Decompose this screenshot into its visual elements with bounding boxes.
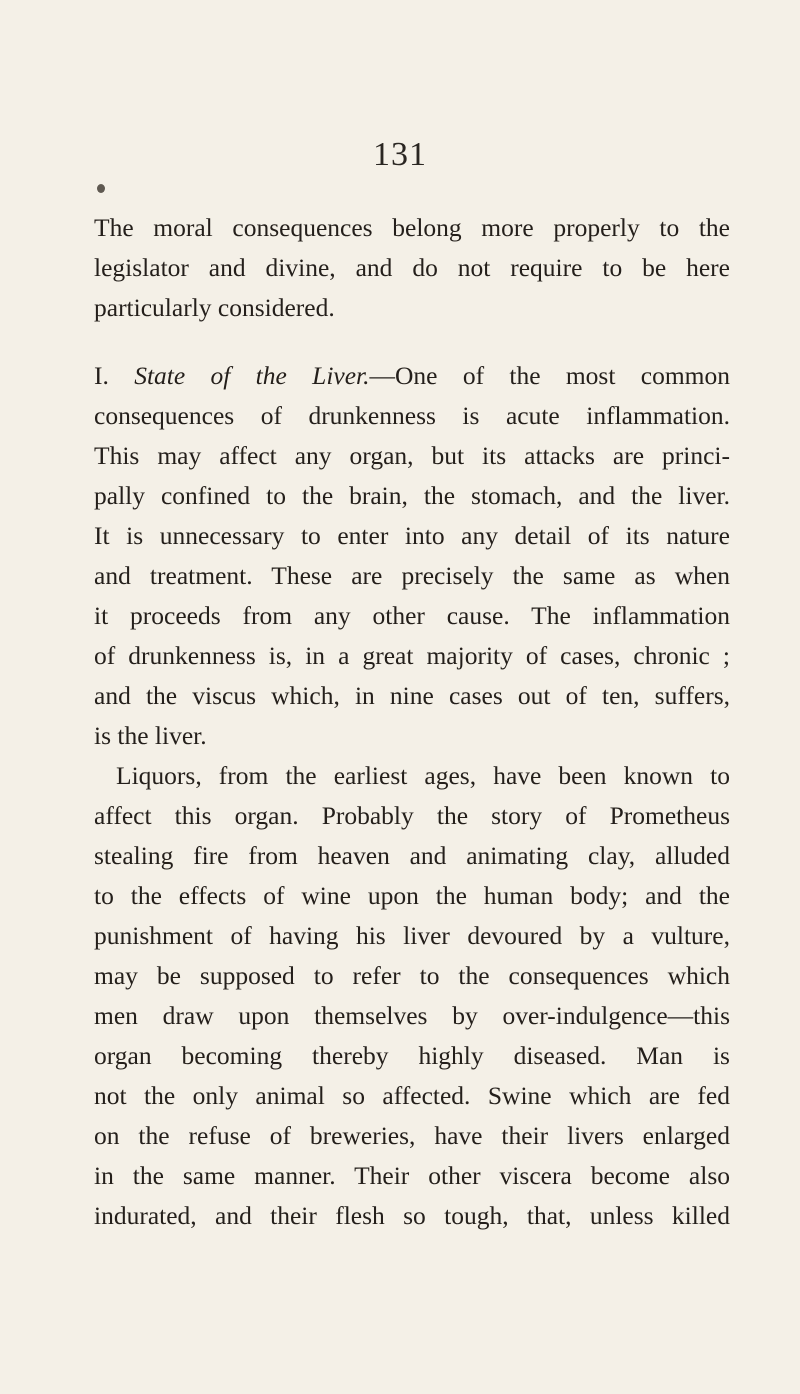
paragraph2-line: of drunkenness is, in a great majority of cases, chronic ;	[94, 641, 730, 670]
paragraph2-line: pally confined to the brain, the stomach, and the liver.	[94, 481, 730, 510]
body-text	[94, 208, 730, 1236]
ink-speck	[97, 184, 105, 193]
section-heading-line	[94, 356, 730, 396]
section-numeral: I.	[94, 361, 109, 390]
paragraph3-line: to the effects of wine upon the human body; and the	[94, 881, 730, 910]
paragraph2-line: This may affect any organ, but its attacks are princi-	[94, 441, 730, 470]
paragraph3-line: may be supposed to refer to the consequences which	[94, 961, 730, 990]
paragraph3-line: Liquors, from the earliest ages, have been known to	[116, 761, 730, 790]
paragraph3-line: indurated, and their flesh so tough, that, unless killed	[94, 1201, 730, 1230]
paragraph1-line: particularly considered.	[94, 293, 335, 322]
paragraph1-line: The moral consequences belong more properly to the	[94, 213, 730, 242]
paragraph2-line: It is unnecessary to enter into any detail of its nature	[94, 521, 730, 550]
paragraph2-line: consequences of drunkenness is acute inflammation.	[94, 401, 730, 430]
paragraph3-line: men draw upon themselves by over-indulgence—this	[94, 1001, 730, 1030]
paragraph2-line: it proceeds from any other cause. The inflammation	[94, 601, 730, 630]
heading-line-rest: —One of the most common	[369, 361, 730, 390]
paragraph3-line: not the only animal so affected. Swine which are fed	[94, 1081, 730, 1110]
paragraph3-line: affect this organ. Probably the story of Prometheus	[94, 801, 730, 830]
paragraph3-line: in the same manner. Their other viscera become also	[94, 1161, 730, 1190]
paragraph1-line: legislator and divine, and do not require to be here	[94, 253, 730, 282]
paragraph3-line: stealing fire from heaven and animating clay, alluded	[94, 841, 730, 870]
paragraph2-line: and the viscus which, in nine cases out of ten, suffers,	[94, 681, 730, 710]
paragraph2-line: and treatment. These are precisely the same as when	[94, 561, 730, 590]
paragraph2-line: is the liver.	[94, 721, 207, 750]
paragraph3-line: on the refuse of breweries, have their livers enlarged	[94, 1121, 730, 1150]
paragraph-gap	[94, 328, 730, 356]
paragraph3-line: punishment of having his liver devoured by a vulture,	[94, 921, 730, 950]
paragraph3-line: organ becoming thereby highly diseased. Man is	[94, 1041, 730, 1070]
section-heading: State of the Liver.	[134, 361, 370, 390]
page-number: 131	[373, 136, 427, 173]
